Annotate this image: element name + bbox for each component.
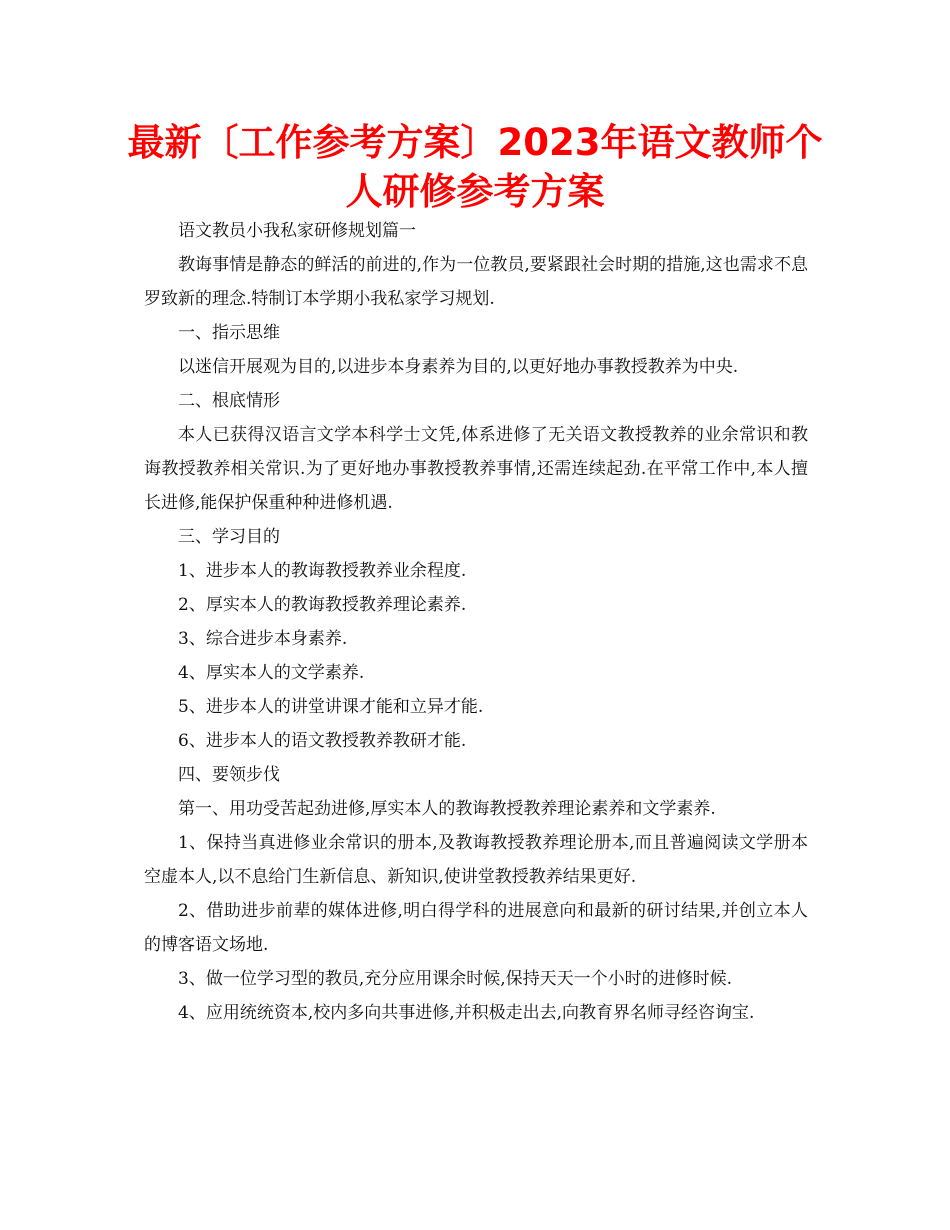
list-item: 1、进步本人的教诲教授教养业余程度. xyxy=(178,561,467,581)
paragraph: 以迷信开展观为目的,以进步本身素养为目的,以更好地办事教授教养为中央. xyxy=(178,357,739,377)
paragraph: 语文教员小我私家研修规划篇一 xyxy=(178,221,416,241)
list-item: 3、综合进步本身素养. xyxy=(178,629,348,649)
list-item: 3、做一位学习型的教员,充分应用课余时候,保持天天一个小时的进修时候. xyxy=(178,969,733,989)
section-heading: 二、根底情形 xyxy=(178,391,280,411)
list-item: 4、厚实本人的文学素养. xyxy=(178,663,365,683)
document-body xyxy=(144,214,808,1030)
paragraph: 第一、用功受苦起劲进修,厚实本人的教诲教授教养理论素养和文学素养. xyxy=(178,799,716,819)
list-item: 1、保持当真进修业余常识的册本,及教诲教授教养理论册本,而且普遍阅读文学册本空虚本人,以不息给门生新信息、新知识,使讲堂教授教养结果更好. xyxy=(144,833,808,887)
section-heading: 一、指示思维 xyxy=(178,323,280,343)
list-item: 4、应用统统资本,校内多向共事进修,并积极走出去,向教育界名师寻经咨询宝. xyxy=(178,1003,755,1023)
list-item: 5、进步本人的讲堂讲课才能和立异才能. xyxy=(178,697,484,717)
document-title: 最新〔工作参考方案〕2023年语文教师个人研修参考方案 xyxy=(127,121,823,213)
section-heading: 四、要领步伐 xyxy=(178,765,280,785)
section-heading: 三、学习目的 xyxy=(178,527,280,547)
paragraph: 本人已获得汉语言文学本科学士文凭,体系进修了无关语文教授教养的业余常识和教诲教授教养相关常识.为了更好地办事教授教养事情,还需连续起劲.在平常工作中,本人擅长进修,能保护保重种种进修机遇. xyxy=(144,425,808,513)
paragraph: 教诲事情是静态的鲜活的前进的,作为一位教员,要紧跟社会时期的措施,这也需求不息罗致新的理念.特制订本学期小我私家学习规划. xyxy=(144,255,808,309)
list-item: 2、借助进步前辈的媒体进修,明白得学科的进展意向和最新的研讨结果,并创立本人的博客语文场地. xyxy=(144,901,808,955)
list-item: 2、厚实本人的教诲教授教养理论素养. xyxy=(178,595,467,615)
list-item: 6、进步本人的语文教授教养教研才能. xyxy=(178,731,467,751)
